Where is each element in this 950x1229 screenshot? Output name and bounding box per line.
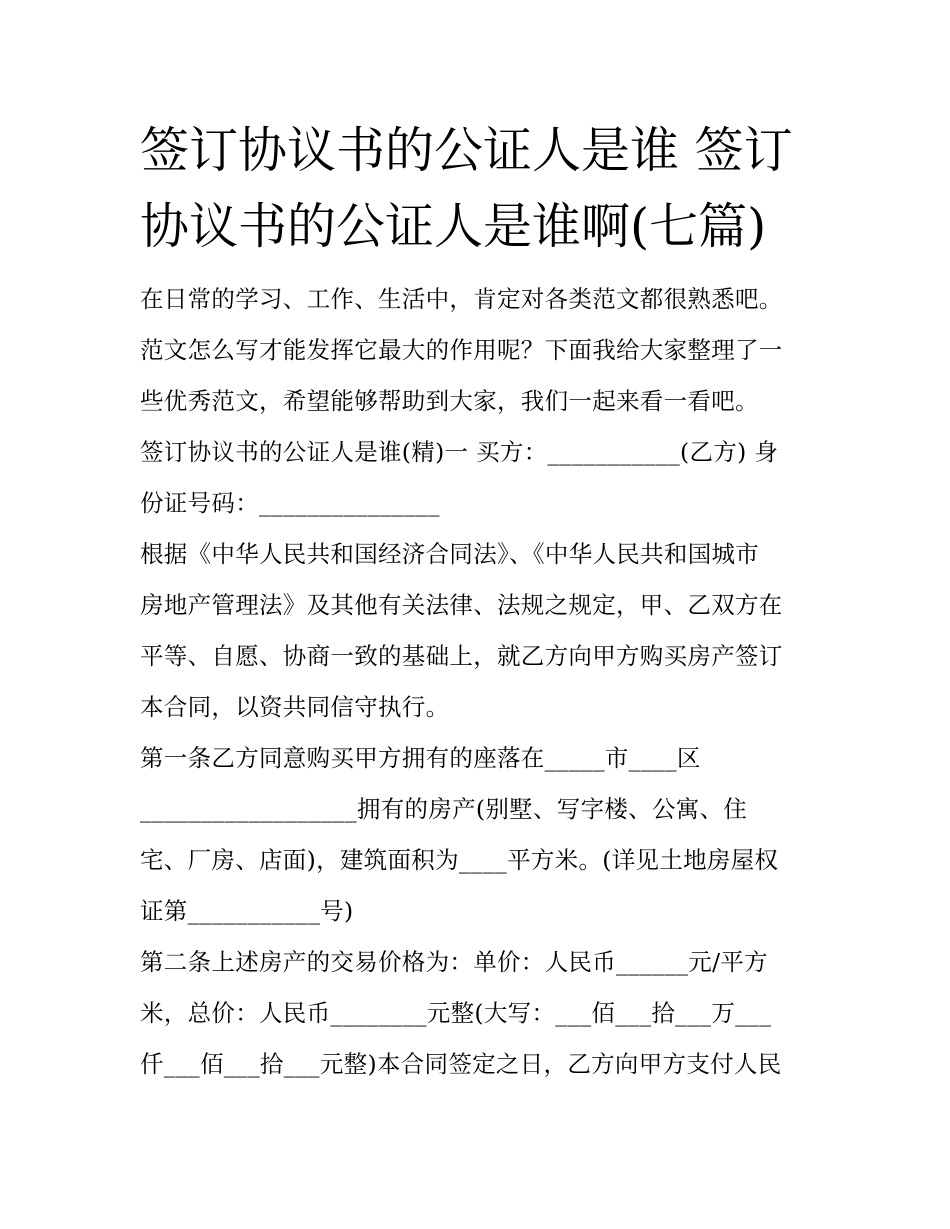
body-line: 根据《中华人民共和国经济合同法》、《中华人民共和国城市 [140,540,760,568]
body-line: 平等、自愿、协商一致的基础上，就乙方向甲方购买房产签订 [140,642,783,670]
body-line: __________________拥有的房产(别墅、写字楼、公寓、住 [140,795,748,823]
body-line: 在日常的学习、工作、生活中，肯定对各类范文都很熟悉吧。 [140,285,783,313]
body-line: 份证号码：_______________ [140,489,440,517]
document-title [140,113,820,265]
body-line: 第二条上述房产的交易价格为：单价：人民币______元/平方 [140,948,768,976]
body-line: 范文怎么写才能发挥它最大的作用呢？下面我给大家整理了一 [140,336,783,364]
body-line: 第一条乙方同意购买甲方拥有的座落在_____市____区 [140,744,701,772]
body-line: 签订协议书的公证人是谁(精)一 买方：___________(乙方) 身 [140,438,779,466]
document-body [140,274,820,1090]
body-line: 仟___佰___拾___元整)本合同签定之日，乙方向甲方支付人民 [140,1050,782,1078]
body-line: 房地产管理法》及其他有关法律、法规之规定，甲、乙双方在 [140,591,783,619]
body-line: 证第___________号) [140,897,354,925]
title-line: 协议书的公证人是谁啊(七篇) [140,198,767,255]
body-line: 些优秀范文，希望能够帮助到大家，我们一起来看一看吧。 [140,387,759,415]
title-line: 签订协议书的公证人是谁 签订 [140,122,793,179]
body-line: 本合同，以资共同信守执行。 [140,693,450,721]
body-line: 米，总价：人民币________元整(大写：___佰___拾___万___ [140,999,772,1027]
body-line: 宅、厂房、店面)，建筑面积为____平方米。(详见土地房屋权 [140,846,779,874]
